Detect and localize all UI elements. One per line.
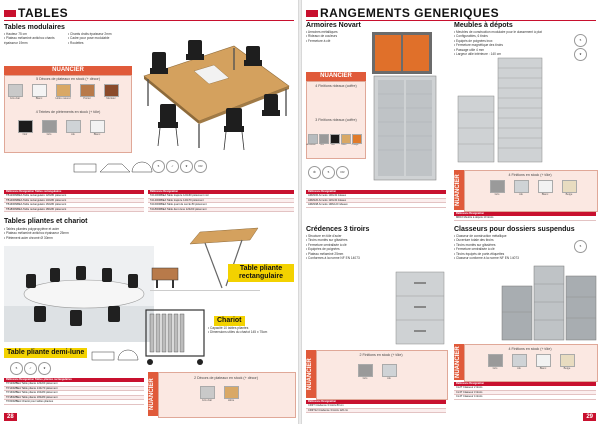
table-header: Référence Désignation — [454, 212, 596, 216]
classeurs-title: Classeurs pour dossiers suspendus — [454, 226, 575, 233]
bullet: • Tiroirs montés sur glissières — [454, 243, 554, 247]
warranty-icon: 5 — [322, 166, 335, 179]
bullet: • Passage utile 4 mm — [454, 48, 552, 52]
color-swatch — [536, 354, 551, 367]
nuancier-caption: 5 Décors de plateaux en stock (+ décor) — [36, 77, 100, 81]
table-header: Référence Désignation — [306, 190, 446, 194]
swatch-label: Noir — [22, 133, 28, 136]
bullet: • Classeur conforme à la norme NF EN 14073 — [454, 256, 554, 260]
table-row: TA1600MBEA Table quart de cercle 80 piètement — [148, 203, 294, 208]
table-header: Référence Désignation Tables pliantes rectangulaires — [4, 378, 144, 382]
left-header-title: TABLES — [18, 6, 69, 20]
right-page — [302, 0, 600, 424]
table-header: Référence Désignation — [306, 400, 446, 404]
swatch-label: Hêtre — [227, 399, 235, 402]
swatch-label: Alu — [519, 193, 523, 196]
nuancier-caption: 4 Finitions en stock (+ tôle) — [508, 347, 552, 351]
grey-cabinet-photo — [370, 74, 440, 182]
swatch-label: Blanc — [539, 367, 547, 370]
reference-table — [148, 190, 294, 212]
quality-icon: ★ — [38, 362, 51, 375]
swatch-label: Beige — [563, 367, 571, 370]
table-row: CR3T Crédence 3 tiroirs 80 cm — [306, 404, 446, 409]
table-row: CR3T12 Crédence 3 tiroirs 120 cm — [306, 409, 446, 414]
color-swatch — [560, 354, 575, 367]
swatch-label: Hêtre naturel — [55, 97, 71, 100]
left-page — [0, 0, 298, 424]
color-swatch — [56, 84, 71, 97]
bullet: • Tiroirs équipés de porte-étiquettes — [454, 252, 554, 256]
reference-table — [4, 190, 144, 212]
bullet: • Fermeture à clé — [306, 39, 372, 43]
bullet: • Armoires métalliques — [306, 30, 372, 34]
modular-tables-photo — [134, 26, 294, 154]
swatch-label: Aluminium — [306, 144, 316, 146]
swatch-label: Merisier — [106, 97, 116, 100]
bullet: • Classeur de construction métallique — [454, 234, 554, 238]
drawer-cabinets-photo — [448, 56, 558, 166]
color-swatch — [18, 120, 33, 133]
color-swatch — [224, 386, 239, 399]
swatch-label: Blanc — [35, 97, 43, 100]
modular-bullets-1 — [4, 32, 64, 45]
bullet: • Piètement acier chromé Ø 30mm — [4, 236, 124, 240]
warranty-icon: 5 — [10, 362, 23, 375]
table-header: Référence Désignation Tables rectangulaires — [4, 190, 144, 194]
table-row: TP180MBEA Table pliante 180x80 piètement — [4, 396, 144, 401]
swatch-label: Gris — [46, 133, 52, 136]
nuancier-caption: 3 Finitions rideaux (coffre) — [315, 118, 357, 122]
swatch-label: Gris — [494, 193, 500, 196]
chariot-bullets — [208, 326, 296, 335]
armoire-swatches — [308, 134, 366, 154]
nuancier-label: NUANCIER — [306, 350, 316, 398]
table-shapes-diagram — [4, 158, 154, 184]
table-row: TA1800MBEA Table demi-lune 120x60 piètement — [148, 208, 294, 213]
color-swatch — [488, 354, 503, 367]
swatch-label: Gris — [492, 367, 498, 370]
table-row: TB1600MBEA Table rectangulaire 160x80 piètement — [4, 203, 144, 208]
bullet: • Configurables, 6 tiroirs — [454, 34, 552, 38]
flag-icon: FR — [336, 166, 349, 179]
table-row: MD10 Meuble à dépots 10 tiroirs — [454, 216, 596, 221]
swatch-label: Blanc — [541, 193, 549, 196]
filing-cabinets-photo — [498, 262, 598, 342]
credences-swatches — [358, 364, 418, 390]
swatch-label: Gris clair — [9, 97, 21, 100]
color-swatch — [8, 84, 23, 97]
header-bar — [4, 10, 16, 17]
nuancier-label: NUANCIER — [454, 344, 464, 380]
meubles-title: Meubles à dépots — [454, 22, 513, 29]
armoires-bullets — [306, 30, 372, 43]
callout-demilune: Table pliante demi-lune — [4, 348, 87, 358]
right-header — [306, 6, 596, 20]
bullet: • Cadre pour pose modulable — [68, 36, 128, 40]
reference-table — [454, 212, 596, 221]
warranty-icon: 5 — [574, 34, 587, 47]
demilune-shapes — [90, 346, 140, 366]
bullet: • Ouverture totale des tiroirs — [454, 238, 554, 242]
reference-table — [4, 378, 144, 405]
chariot-photo — [140, 300, 210, 368]
nuancier-caption: 4 Teintes de piètements en stock (+ tôle) — [35, 110, 101, 114]
classeurs-bullets — [454, 234, 554, 260]
table-row: CL2T Classeur 2 tiroirs — [454, 386, 596, 391]
swatch-label: Gris clair — [201, 399, 213, 402]
nuancier-label: NUANCIER — [148, 372, 158, 416]
header-rule — [306, 20, 596, 21]
table-header: Référence Désignation — [454, 382, 596, 386]
credences-bullets — [306, 234, 396, 260]
color-swatch — [308, 134, 318, 144]
swatch-label: Noir — [331, 144, 335, 146]
bullet: • Plateau mélaminé antichoc chants épaisseur 19mm — [4, 36, 64, 45]
flag-icon: FR — [194, 160, 207, 173]
bullet: • Roulettes — [68, 41, 128, 45]
reference-table — [306, 190, 446, 208]
bullet: • Tiroirs montés sur glissières — [306, 238, 396, 242]
bullet: • Fermeture centralisée à clé — [454, 247, 554, 251]
table-row: ARM120 Armoire 120x43 rideaux — [306, 199, 446, 204]
table-row: TB1200MBEA Table rectangulaire 120x80 piètement — [4, 194, 144, 199]
page-number: 28 — [4, 413, 17, 421]
bullet: • Rideaux de couleurs — [306, 34, 372, 38]
recycle-icon: ♻ — [308, 166, 321, 179]
table-row: TP200MBEA Chariot pour tables pliantes — [4, 400, 144, 405]
nuancier-label: NUANCIER — [454, 170, 464, 210]
quality-icon: ★ — [180, 160, 193, 173]
nuancier-label: NUANCIER — [306, 72, 366, 81]
swatch-label: Alu — [387, 377, 391, 380]
table-row: ARM198 Armoire 198x120 rideaux — [306, 203, 446, 208]
orange-cabinet-photo — [370, 28, 434, 76]
nuancier-caption: 2 Finitions en stock (+ tôle) — [359, 353, 403, 357]
modular-title: Tables modulaires — [4, 24, 65, 31]
nuancier-caption: 4 Finitions en stock (+ tôle) — [508, 173, 552, 177]
credence-photo — [392, 268, 448, 348]
color-swatch — [490, 180, 505, 193]
stock-icon: ✓ — [24, 362, 37, 375]
folding-bullets — [4, 227, 124, 240]
bullet: • Meubles de construction modulaire pour le classement à plat — [454, 30, 552, 34]
decor-swatches — [8, 84, 132, 108]
table-row: TB1800MBEA Table rectangulaire 180x80 piètement — [4, 208, 144, 213]
callout-chariot: Chariot — [214, 316, 245, 326]
bullet: • Hauteur 75 cm — [4, 32, 64, 36]
header-rule — [4, 20, 294, 21]
swatch-label: Beige — [565, 193, 573, 196]
classeurs-swatches — [488, 354, 592, 378]
table-row: CL4T Classeur 4 tiroirs — [454, 395, 596, 400]
table-row: TA1200MBEA Table trapèze 120x60 piètement noir — [148, 194, 294, 199]
color-swatch — [32, 84, 47, 97]
bullet: • Plateau mélaminé antichoc épaisseur 25mm — [4, 231, 124, 235]
decor-swatches — [200, 386, 260, 412]
nuancier-label: NUANCIER — [4, 66, 132, 75]
color-swatch — [341, 134, 351, 144]
bullet: • Equipés de poignées inox — [454, 39, 552, 43]
left-header — [4, 6, 294, 20]
color-swatch — [382, 364, 397, 377]
bullet: • Dimensions utiles du chariot 145 x 75cm — [208, 330, 296, 334]
table-header: Référence Désignation — [148, 190, 294, 194]
color-swatch — [104, 84, 119, 97]
color-swatch — [562, 180, 577, 193]
swatch-label: Gris — [362, 377, 368, 380]
page-number: 29 — [583, 413, 596, 421]
meubles-swatches — [490, 180, 594, 206]
color-swatch — [42, 120, 57, 133]
bullet: • Equipées de poignées — [306, 247, 396, 251]
color-swatch — [538, 180, 553, 193]
modular-bullets-2 — [68, 32, 128, 45]
bullet: • Structure en tôle d'acier — [306, 234, 396, 238]
color-swatch — [90, 120, 105, 133]
quality-icon: ★ — [574, 48, 587, 61]
warranty-icon: 5 — [152, 160, 165, 173]
nuancier-caption: 4 Finitions rideaux (coffre) — [315, 84, 357, 88]
reference-table — [306, 400, 446, 413]
table-row: TB1400MBEA Table rectangulaire 140x80 piètement — [4, 199, 144, 204]
folding-title: Tables pliantes et chariot — [4, 218, 88, 225]
header-bar — [306, 10, 318, 17]
table-row: TP140MBEA Table pliante 140x70 piètement — [4, 387, 144, 392]
color-swatch — [352, 134, 362, 144]
frame-swatches — [18, 120, 128, 144]
bullet: • Capacité 10 tables pliantes — [208, 326, 296, 330]
color-swatch — [80, 84, 95, 97]
credences-title: Crédences 3 tiroirs — [306, 226, 370, 233]
bullet: • Largeur utile intérieure : 140 cm — [454, 52, 552, 56]
right-header-title: RANGEMENTS GENERIQUES — [320, 6, 500, 20]
swatch-label: Blanc — [93, 133, 101, 136]
warranty-icon: 5 — [574, 240, 587, 253]
swatch-label: Hêtre — [341, 144, 347, 146]
bullet: • Fermeture magnétique des tiroirs — [454, 43, 552, 47]
table-row: TP120MBEA Table pliante 120x60 piètement — [4, 382, 144, 387]
bullet: • Fermeture centralisée à clé — [306, 243, 396, 247]
swatch-label: Poirier — [83, 97, 91, 100]
color-swatch — [200, 386, 215, 399]
armoires-title: Armoires Novart — [306, 22, 361, 29]
reference-table — [454, 382, 596, 400]
bullet: • Conformes à la norme NF EN 14073 — [306, 256, 396, 260]
table-row: ARM100 Armoire 100x43 rideaux — [306, 194, 446, 199]
bullet: • Chants droits épaisseur 2mm — [68, 32, 128, 36]
color-swatch — [66, 120, 81, 133]
folding-tables-photo — [4, 246, 154, 342]
table-row: TA1400MBEA Table trapèze 140x70 piètement — [148, 199, 294, 204]
folding-rect-table-photo — [150, 226, 260, 296]
swatch-label: Orange — [351, 144, 359, 146]
nuancier-caption: 2 Décors de plateaux en stock (+ décor) — [194, 376, 258, 380]
bullet: • Plateau mélaminé 25mm — [306, 252, 396, 256]
swatch-label: Gris — [320, 144, 324, 146]
meubles-bullets — [454, 30, 552, 56]
table-row: TP160MBEA Table pliante 160x80 piètement — [4, 391, 144, 396]
color-swatch — [512, 354, 527, 367]
color-swatch — [514, 180, 529, 193]
swatch-label: Alu — [71, 133, 75, 136]
callout-rect-table: Table pliante rectangulaire — [228, 264, 294, 282]
stock-icon: ✓ — [166, 160, 179, 173]
color-swatch — [319, 134, 329, 144]
table-row: CL3T Classeur 3 tiroirs — [454, 391, 596, 396]
swatch-label: Alu — [517, 367, 521, 370]
color-swatch — [358, 364, 373, 377]
color-swatch — [330, 134, 340, 144]
bullet: • Tables pliantes polypropylène et acier — [4, 227, 124, 231]
